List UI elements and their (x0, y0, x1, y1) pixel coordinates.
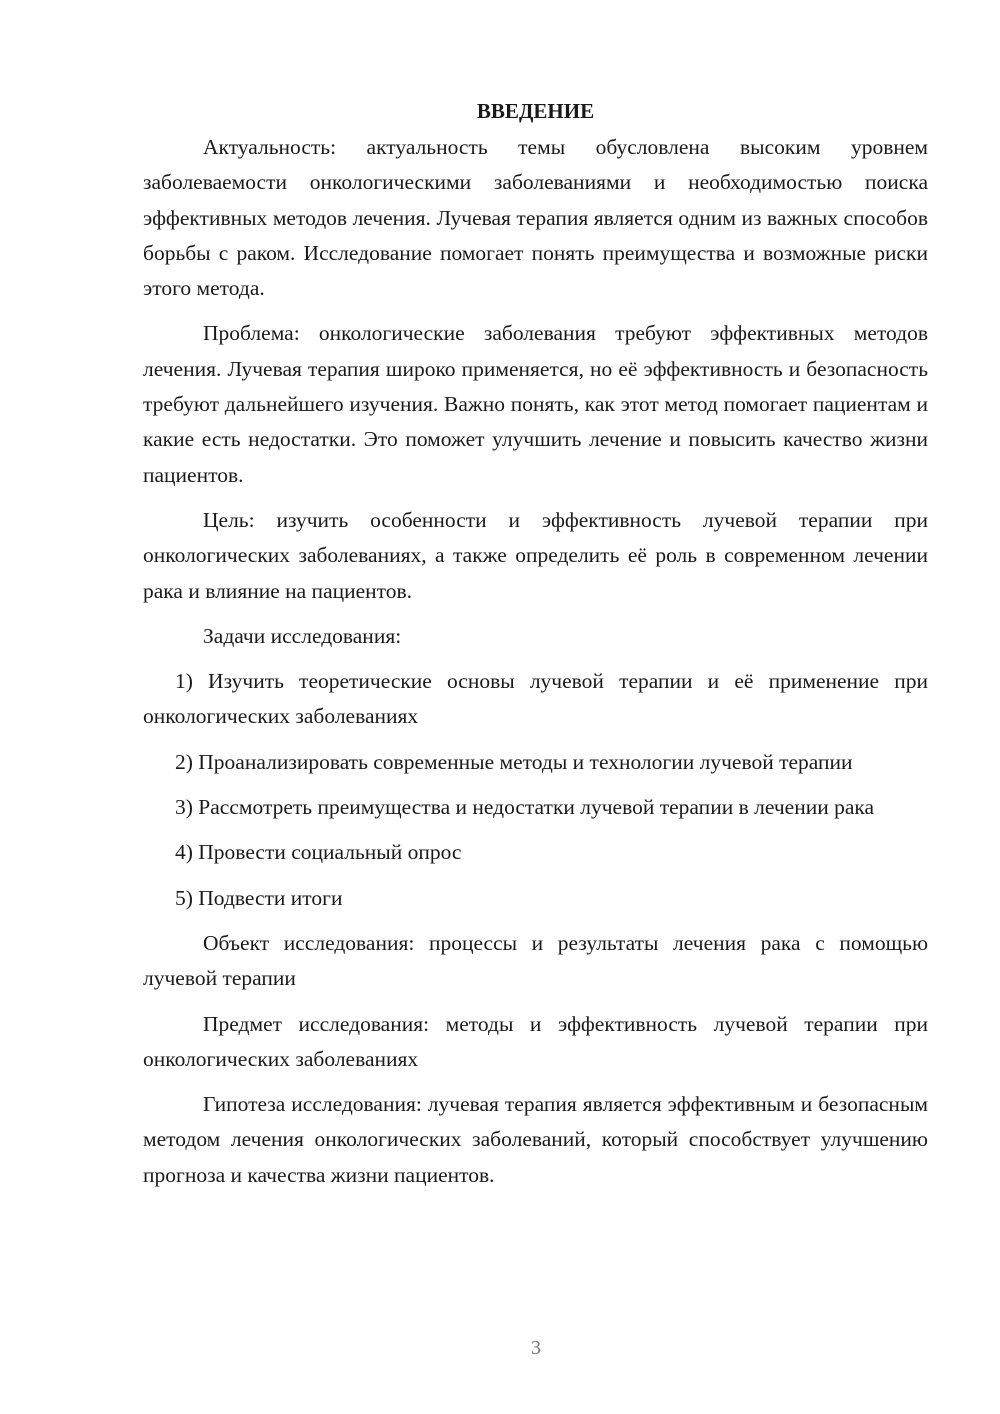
paragraph-relevance: Актуальность: актуальность темы обусловлена высоким уровнем заболеваемости онкологическими заболеваниями и необходимостью поиска эффективных методов лечения. Лучевая терапия является одним из важных способов борьбы с раком. Исследование помогает понять преимущества и возможные риски этого метода. (143, 135, 928, 301)
paragraph-goal: Цель: изучить особенности и эффективность лучевой терапии при онкологических заболеваниях, а также определить её роль в современном лечении рака и влияние на пациентов. (143, 507, 928, 603)
page-number: 3 (531, 1337, 541, 1359)
page-title: ВВЕДЕНИЕ (476, 99, 595, 123)
document-page (143, 96, 928, 1203)
task-item-1: 1) Изучить теоретические основы лучевой терапии и её применение при онкологических заболеваниях (143, 669, 928, 729)
task-item-2: 2) Проанализировать современные методы и технологии лучевой терапии (175, 749, 853, 774)
paragraph-object: Объект исследования: процессы и результаты лечения рака с помощью лучевой терапии (143, 930, 928, 991)
tasks-heading: Задачи исследования: (203, 623, 402, 648)
task-item-3: 3) Рассмотреть преимущества и недостатки лучевой терапии в лечении рака (175, 795, 875, 820)
task-item-4: 4) Провести социальный опрос (175, 840, 462, 865)
paragraph-hypothesis: Гипотеза исследования: лучевая терапия является эффективным и безопасным методом лечения онкологических заболеваний, который способствует улучшению прогноза и качества жизни пациентов. (143, 1092, 928, 1187)
paragraph-subject: Предмет исследования: методы и эффективность лучевой терапии при онкологических заболеваниях (143, 1011, 928, 1071)
task-item-5: 5) Подвести итоги (175, 885, 343, 910)
paragraph-problem: Проблема: онкологические заболевания требуют эффективных методов лечения. Лучевая терапия широко применяется, но её эффективность и безопасность требуют дальнейшего изучения. Важно понять, как этот метод помогает пациентам и какие есть недостатки. Это поможет улучшить лечение и повысить качество жизни пациентов. (143, 321, 928, 487)
